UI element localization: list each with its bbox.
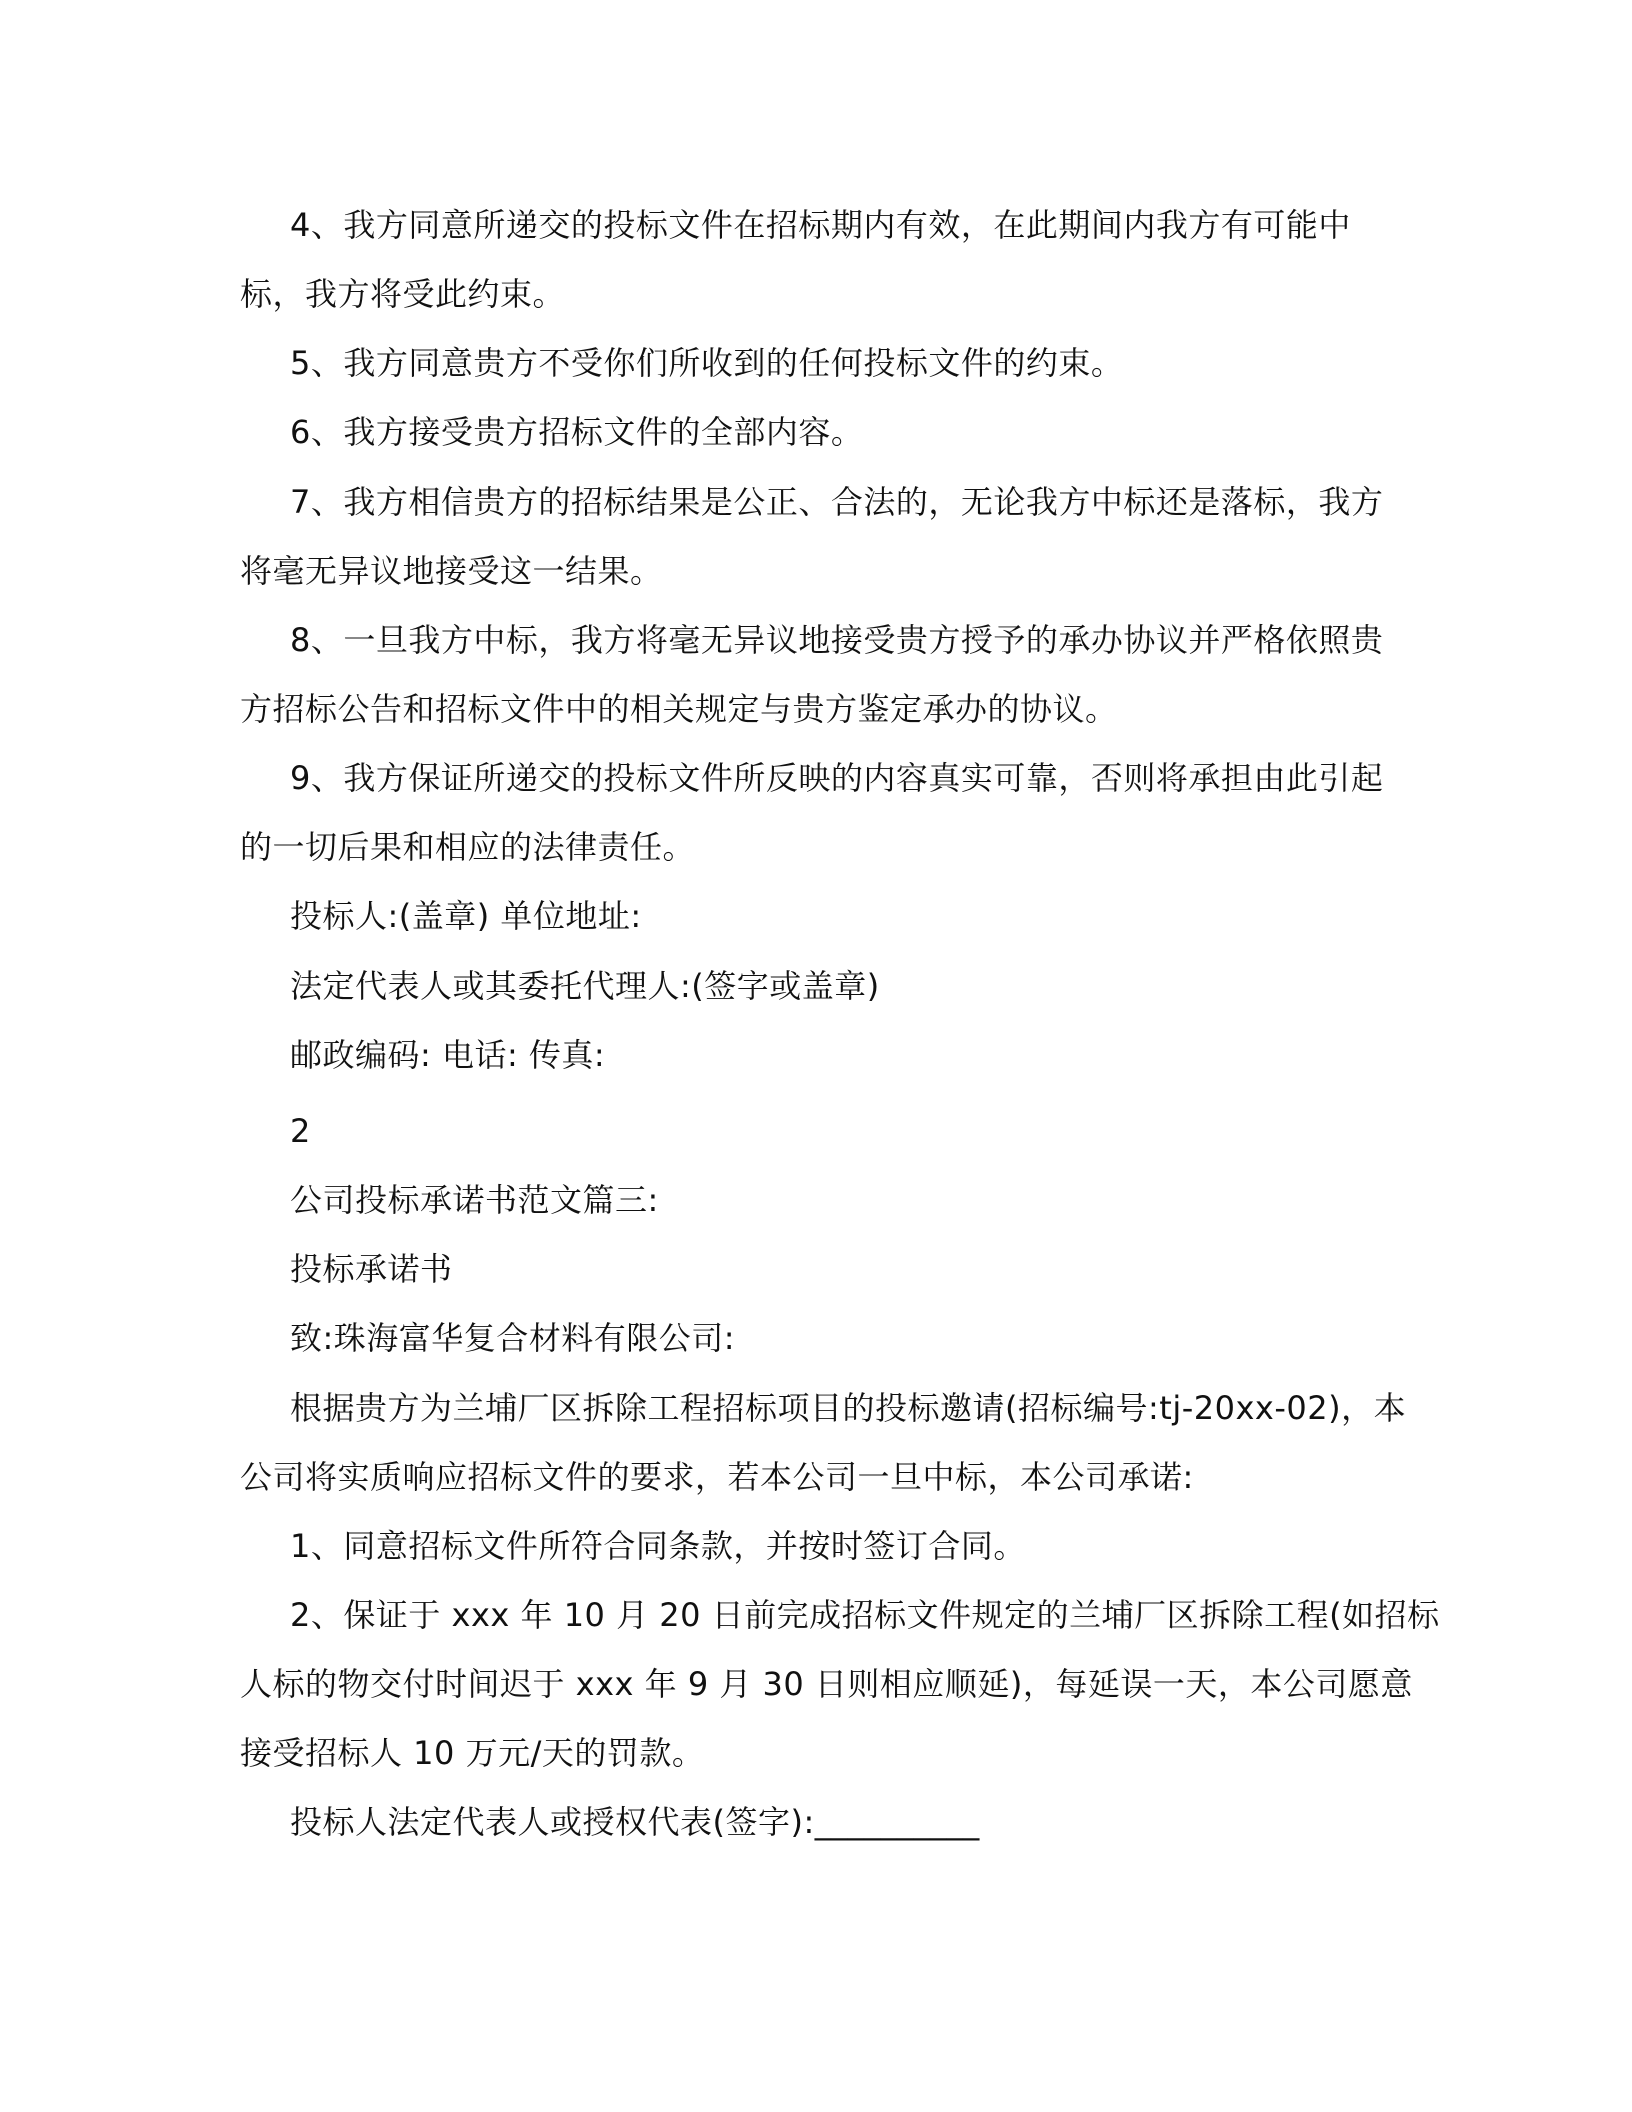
paragraph-line: 5、我方同意贵方不受你们所收到的任何投标文件的约束。 — [290, 344, 1124, 382]
page-number: 2 — [290, 1112, 311, 1150]
paragraph-line: 根据贵方为兰埔厂区拆除工程招标项目的投标邀请(招标编号:tj-20xx-02)，本 — [290, 1389, 1407, 1427]
recipient-line: 致:珠海富华复合材料有限公司: — [290, 1319, 736, 1357]
signature-field-line: 法定代表人或其委托代理人:(签字或盖章) — [290, 967, 880, 1005]
section-heading: 公司投标承诺书范文篇三: — [290, 1181, 659, 1219]
paragraph-line: 4、我方同意所递交的投标文件在招标期内有效，在此期间内我方有可能中 — [290, 206, 1351, 244]
paragraph-line: 的一切后果和相应的法律责任。 — [240, 828, 696, 866]
paragraph-line: 9、我方保证所递交的投标文件所反映的内容真实可靠，否则将承担由此引起 — [290, 759, 1384, 797]
paragraph-line: 2、保证于 xxx 年 10 月 20 日前完成招标文件规定的兰埔厂区拆除工程(如招标 — [290, 1596, 1440, 1634]
document-title: 投标承诺书 — [290, 1250, 453, 1288]
paragraph-line: 6、我方接受贵方招标文件的全部内容。 — [290, 413, 864, 451]
signature-field-line: 投标人:(盖章) 单位地址: — [290, 897, 642, 935]
paragraph-line: 7、我方相信贵方的招标结果是公正、合法的，无论我方中标还是落标，我方 — [290, 483, 1384, 521]
paragraph-line: 标，我方将受此约束。 — [240, 275, 566, 313]
paragraph-line: 公司将实质响应招标文件的要求，若本公司一旦中标，本公司承诺: — [240, 1458, 1194, 1496]
paragraph-line: 1、同意招标文件所符合同条款，并按时签订合同。 — [290, 1527, 1026, 1565]
paragraph-line: 方招标公告和招标文件中的相关规定与贵方鉴定承办的协议。 — [240, 690, 1118, 728]
signature-line: 投标人法定代表人或授权代表(签字):__________ — [290, 1803, 980, 1841]
paragraph-line: 接受招标人 10 万元/天的罚款。 — [240, 1734, 705, 1772]
paragraph-line: 将毫无异议地接受这一结果。 — [240, 552, 663, 590]
paragraph-line: 人标的物交付时间迟于 xxx 年 9 月 30 日则相应顺延)，每延误一天，本公司愿意 — [240, 1665, 1413, 1703]
contact-field-line: 邮政编码: 电话: 传真: — [290, 1036, 606, 1074]
paragraph-line: 8、一旦我方中标，我方将毫无异议地接受贵方授予的承办协议并严格依照贵 — [290, 621, 1384, 659]
